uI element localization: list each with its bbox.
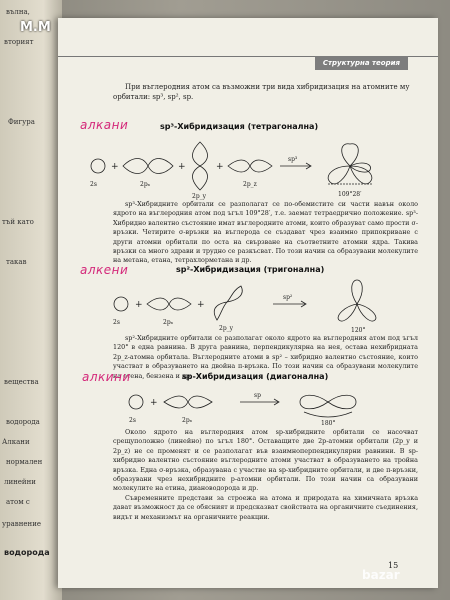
handwritten-note: алкени xyxy=(80,263,129,277)
left-fragment: вторият xyxy=(4,38,34,46)
left-fragment: такав xyxy=(6,258,27,266)
left-fragment: линейни xyxy=(4,478,36,486)
section-title: sp-Хибридизация (диагонална) xyxy=(182,372,329,381)
logo: M.M xyxy=(20,20,51,35)
svg-text:+: + xyxy=(135,300,143,310)
orbital-2s xyxy=(91,159,105,173)
left-fragment: уравнение xyxy=(2,520,41,528)
tetrahedral-orbitals xyxy=(328,144,372,184)
left-fragment: Алкани xyxy=(2,438,30,446)
orbital-2px xyxy=(147,298,191,310)
label-2py: 2p_y xyxy=(192,193,207,200)
trigonal-orbitals xyxy=(338,280,376,321)
orbital-2px xyxy=(164,396,212,408)
paragraph: sp³-Хибридните орбитали се разполагат се по-обемистите си части навън около ядрото на въглеродния атом под ъгъл 109°28′, т.е. заемат тетраедрично положение. sp³-Хибридно валентно състояние имат въглеродните атоми, които образуват само прости σ-връзки. Четирите σ-връзки на въглерода се създават чрез взаимно припокриване с други атомни орбитали по оста на свързване на съответните атомни ядра. Такива връзки са много здрави и трудно се разкъсват. По този начин са образувани молекулите на метана, етана, тетрахлорметана и др. xyxy=(113,200,418,265)
svg-text:+: + xyxy=(197,300,205,310)
orbital-2s xyxy=(129,395,143,409)
sp3-diagram xyxy=(88,134,418,204)
left-fragment: тъй като xyxy=(2,218,34,226)
sp3-paragraph xyxy=(113,200,418,266)
left-fragment: Фигура xyxy=(8,118,35,126)
angle-label: 180° xyxy=(321,420,336,426)
label-2px: 2pₓ xyxy=(182,417,193,424)
paragraph: sp²-Хибридните орбитали се разполагат около ядрото на въглеродния атом под ъгъл 120° в една равнина. В друга равнина, перпендикулярна на нея, остава нехибридната 2p_z-атомна орбитала. Въглеродните атоми в sp² – хибридно валентно състояние, които участват в образуването на двойна π-връзка. По този начин са образувани молекулите на етена, бензена и др. xyxy=(113,334,418,380)
label-2pz: 2p_z xyxy=(243,181,257,188)
section-title: sp²-Хибридизация (тригонална) xyxy=(176,265,325,274)
paragraph: Около ядрото на въглеродния атом sp-хибридните орбитали се насочват срещуположно (линейно) по ъгъл 180°. Оставащите две 2p-атомни орбитали (2p_y и 2p_z) не се променят и се разполагат във взаимноперпендикулярни равнини. В sp-хибридно валентно състояние въглеродните атоми участват в образуването на тройна връзка. Една σ-връзка, образувана с участие на sp-хибридните орбитали, и две π-връзки, образувани чрез нехибридните p-атомни орбитали. По този начин са образувани молекулите на етина, диановодорода и др. xyxy=(113,428,418,493)
svg-text:+: + xyxy=(178,162,186,172)
left-fragment: водорода xyxy=(6,418,40,426)
sp-paragraph xyxy=(113,428,418,522)
label-2s: 2s xyxy=(113,319,120,326)
watermark: bazar xyxy=(362,568,400,582)
paragraph: Съвременните представи за строежа на атома и природата на химичната връзка дават възможност да се обясният и предсказват свойствата на органичните съединения, видът и механизмът на органичните реакции. xyxy=(113,493,418,521)
section-title: sp³-Хибридизация (тетрагонална) xyxy=(160,122,319,131)
arrow-label: sp² xyxy=(283,294,293,301)
book-page xyxy=(58,18,438,588)
label-2py: 2p_y xyxy=(219,325,234,332)
left-fragment: вълна, xyxy=(6,8,30,16)
orbital-2px xyxy=(123,159,173,174)
orbital-2py xyxy=(193,142,208,190)
sp2-diagram xyxy=(113,274,413,334)
angle-label: 120° xyxy=(351,327,366,334)
page-number: 15 xyxy=(388,561,399,570)
handwritten-note: алкани xyxy=(80,118,129,132)
sp-diagram xyxy=(128,382,408,426)
label-2s: 2s xyxy=(129,417,136,424)
label-2px: 2pₓ xyxy=(140,181,151,188)
left-heading: водорода xyxy=(4,548,50,557)
intro-text: При въглеродния атом са възможни три вида хибридизация на атомните му орбитали: sp³, sp², sp. xyxy=(113,83,410,101)
label-2px: 2pₓ xyxy=(163,319,174,326)
orbital-2s xyxy=(114,297,128,311)
left-fragment: нормален xyxy=(6,458,43,466)
running-header: Структурна теория xyxy=(315,56,408,70)
arrow-label: sp xyxy=(254,392,261,399)
linear-orbitals xyxy=(300,395,356,417)
left-page xyxy=(0,0,62,600)
left-fragment: вещества xyxy=(4,378,39,386)
handwritten-note: алкини xyxy=(82,370,131,384)
svg-text:+: + xyxy=(111,162,119,172)
left-fragment: атом с xyxy=(6,498,30,506)
label-2s: 2s xyxy=(90,181,97,188)
svg-text:+: + xyxy=(216,162,224,172)
angle-label: 109°28′ xyxy=(338,191,362,198)
orbital-2pz xyxy=(228,160,272,172)
svg-text:+: + xyxy=(150,398,158,408)
arrow-label: sp³ xyxy=(288,156,298,163)
orbital-2py xyxy=(214,286,242,320)
sp3-orbital-row xyxy=(91,142,372,190)
